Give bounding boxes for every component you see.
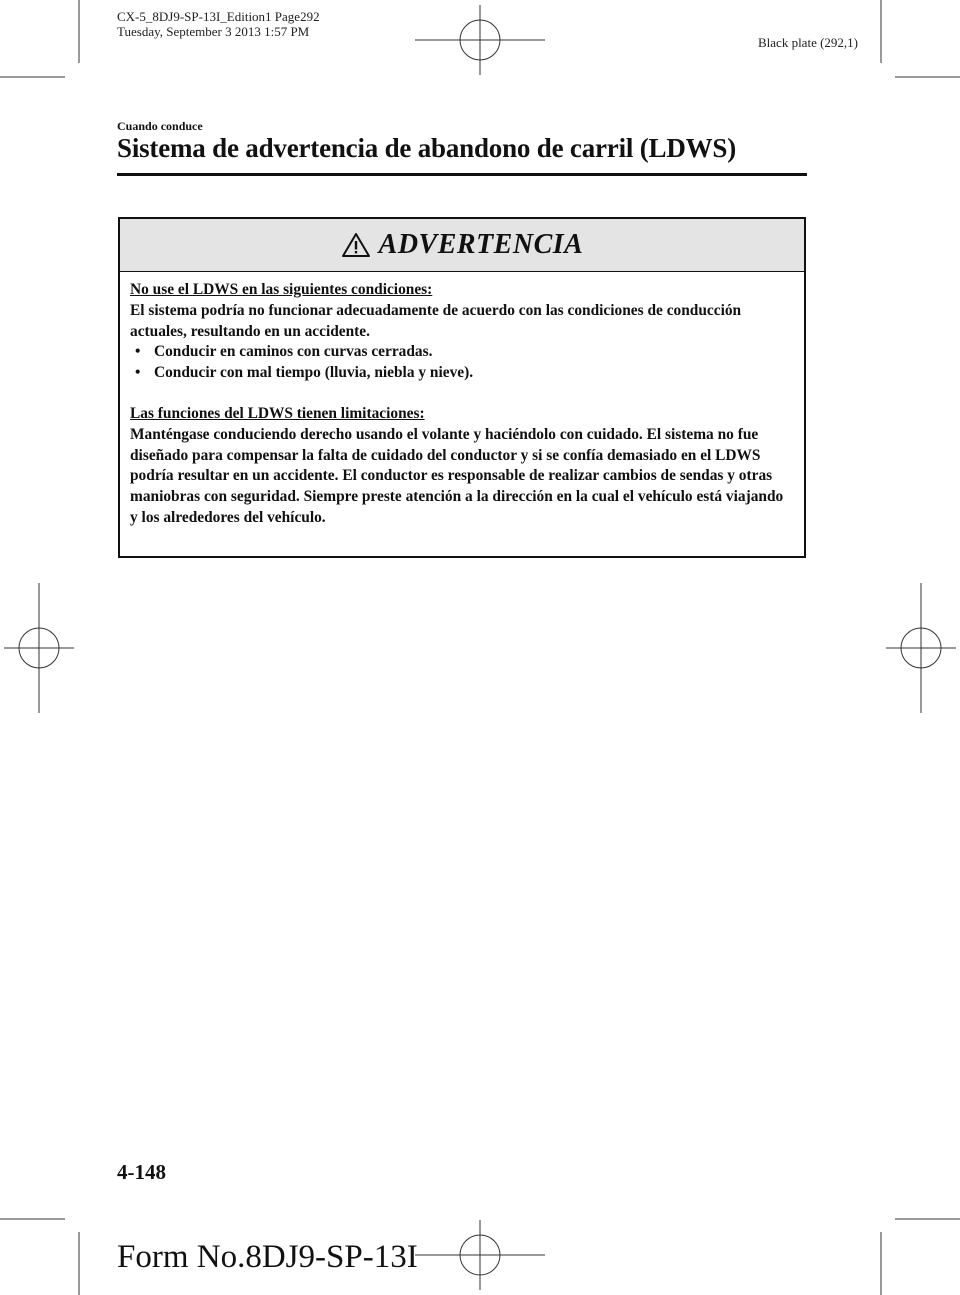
form-number: Form No.8DJ9-SP-13I xyxy=(117,1239,418,1275)
title-rule xyxy=(117,173,807,176)
print-header-info xyxy=(117,9,320,39)
warning-header xyxy=(120,219,804,272)
warning-bullet-list xyxy=(130,342,794,384)
warning-heading: ADVERTENCIA xyxy=(378,229,584,260)
warning-body xyxy=(120,272,804,529)
section-label: Cuando conduce xyxy=(117,119,203,133)
warning-subheading-2: Las funciones del LDWS tienen limitaciones: xyxy=(130,404,425,422)
print-header-line1: CX-5_8DJ9-SP-13I_Edition1 Page292 xyxy=(117,9,320,24)
warning-triangle-icon xyxy=(341,232,371,258)
page-title: Sistema de advertencia de abandono de carril (LDWS) xyxy=(117,133,737,163)
warning-paragraph-1: El sistema podría no funcionar adecuadamente de acuerdo con las condiciones de conducción actuales, resultando en un accidente. xyxy=(130,301,742,340)
page-number: 4-148 xyxy=(117,1160,166,1184)
print-header-line2: Tuesday, September 3 2013 1:57 PM xyxy=(117,24,310,39)
warning-bullet-item: • Conducir en caminos con curvas cerradas. xyxy=(130,342,794,363)
warning-bullet-item: • Conducir con mal tiempo (lluvia, niebla y nieve). xyxy=(130,363,794,384)
warning-subheading-1: No use el LDWS en las siguientes condiciones: xyxy=(130,281,433,298)
print-plate-label: Black plate (292,1) xyxy=(758,35,858,50)
warning-box xyxy=(118,217,806,558)
warning-paragraph-2: Manténgase conduciendo derecho usando el volante y haciéndolo con cuidado. El sistema no fue diseñado para compensar la falta de cuidado del conductor y si se confía demasiado en el LDWS podría resultar en un accidente. El conductor es responsable de realizar cambios de sendas y otras maniobras con seguridad. Siempre preste atención a la dirección en la cual el vehículo está viajando y los alrededores del vehículo. xyxy=(130,425,784,526)
